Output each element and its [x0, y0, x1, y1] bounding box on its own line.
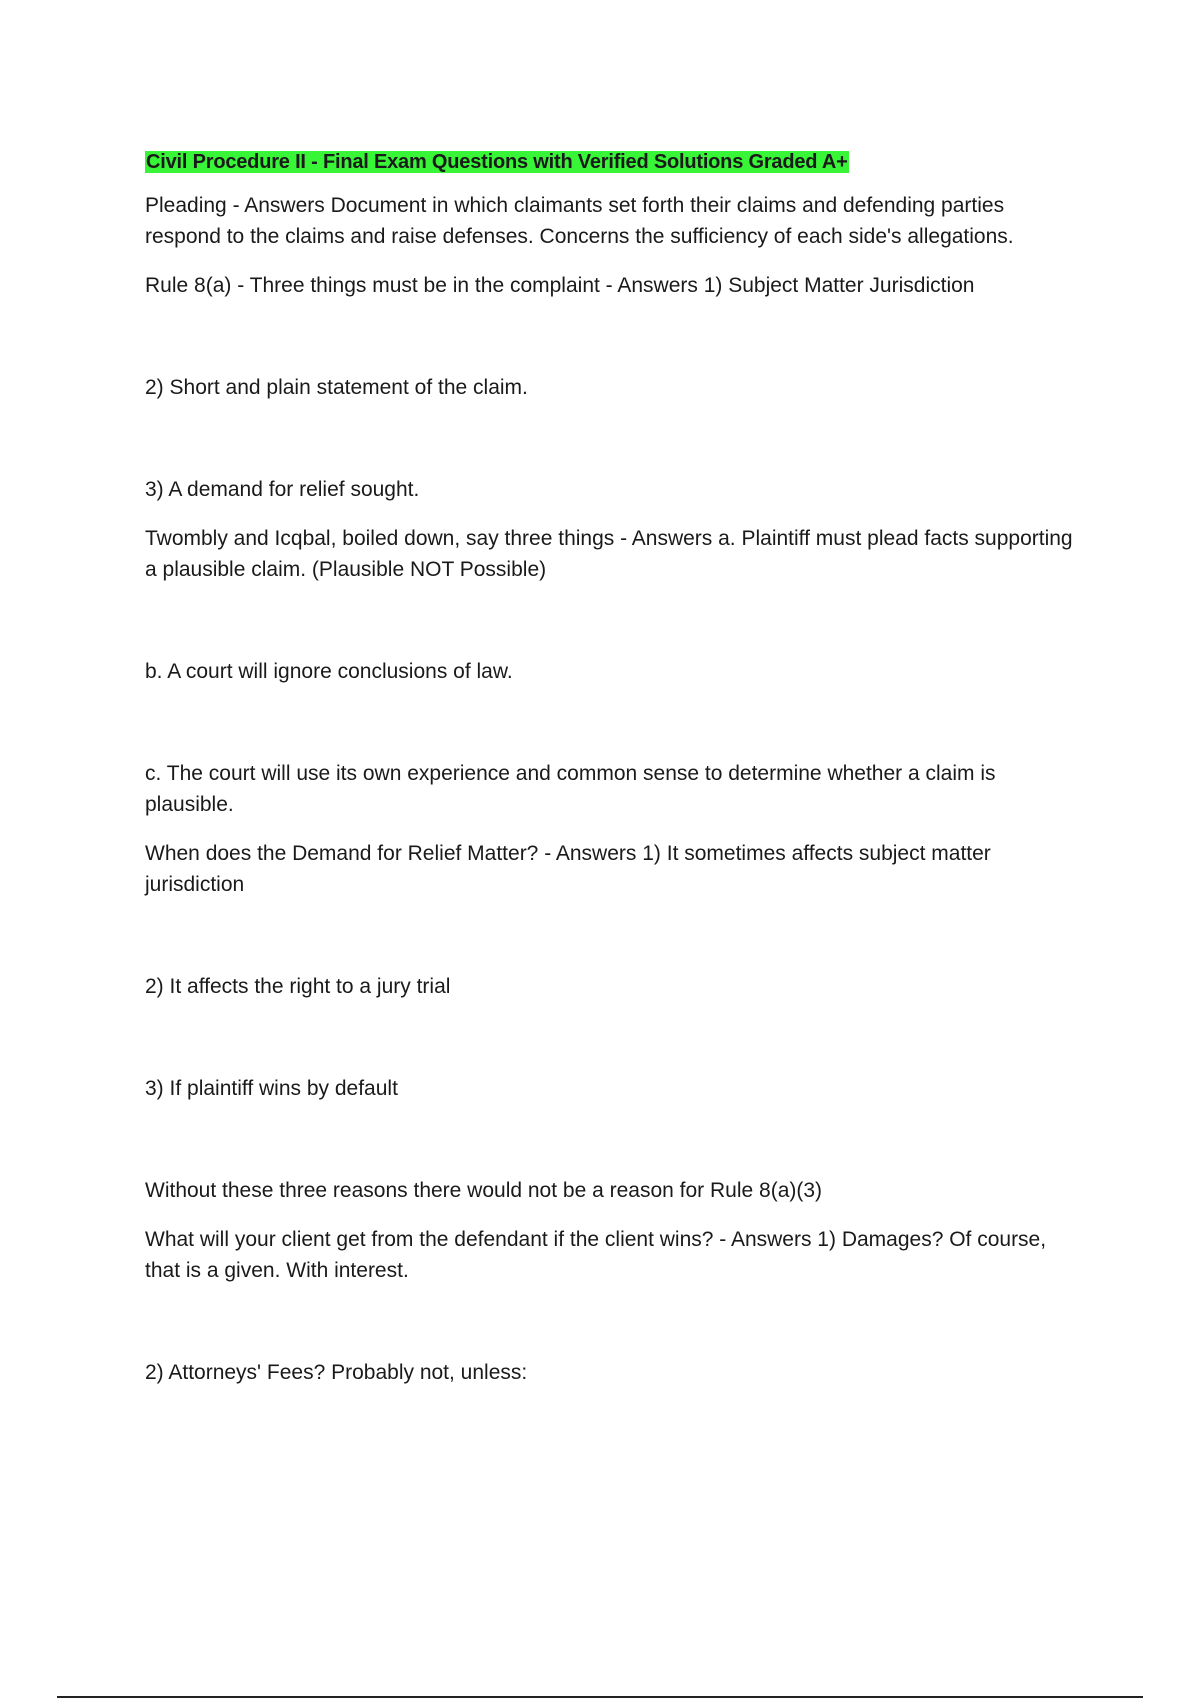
document-body	[145, 146, 1085, 1388]
paragraph-conclusions-law: b. A court will ignore conclusions of law.	[145, 660, 513, 683]
paragraph-jury-trial: 2) It affects the right to a jury trial	[145, 975, 451, 998]
paragraph-default: 3) If plaintiff wins by default	[145, 1077, 398, 1100]
title-line	[145, 146, 1085, 172]
paragraph-rule-8a: Rule 8(a) - Three things must be in the complaint - Answers 1) Subject Matter Jurisdiction	[145, 274, 975, 297]
paragraph-demand-relief: 3) A demand for relief sought.	[145, 478, 420, 501]
paragraph-twombly: Twombly and Icqbal, boiled down, say three things - Answers a. Plaintiff must plead facts supporting a plausible claim. (Plausible NOT Possible)	[145, 527, 1073, 581]
paragraph-attorneys-fees: 2) Attorneys' Fees? Probably not, unless:	[145, 1361, 528, 1384]
footer-rule	[57, 1696, 1143, 1698]
document-title: Civil Procedure II - Final Exam Questions with Verified Solutions Graded A+	[146, 151, 848, 173]
paragraph-common-sense: c. The court will use its own experience and common sense to determine whether a claim is plausible.	[145, 762, 996, 816]
paragraph-three-reasons: Without these three reasons there would not be a reason for Rule 8(a)(3)	[145, 1179, 823, 1202]
paragraph-client-get: What will your client get from the defendant if the client wins? - Answers 1) Damages? Of course, that is a given. With interest.	[145, 1228, 1047, 1282]
paragraph-pleading: Pleading - Answers Document in which claimants set forth their claims and defending parties respond to the claims and raise defenses. Concerns the sufficiency of each side's allegations.	[145, 194, 1014, 248]
paragraph-short-plain: 2) Short and plain statement of the claim.	[145, 376, 528, 399]
paragraph-demand-matter: When does the Demand for Relief Matter? - Answers 1) It sometimes affects subject matter jurisdiction	[145, 842, 991, 896]
